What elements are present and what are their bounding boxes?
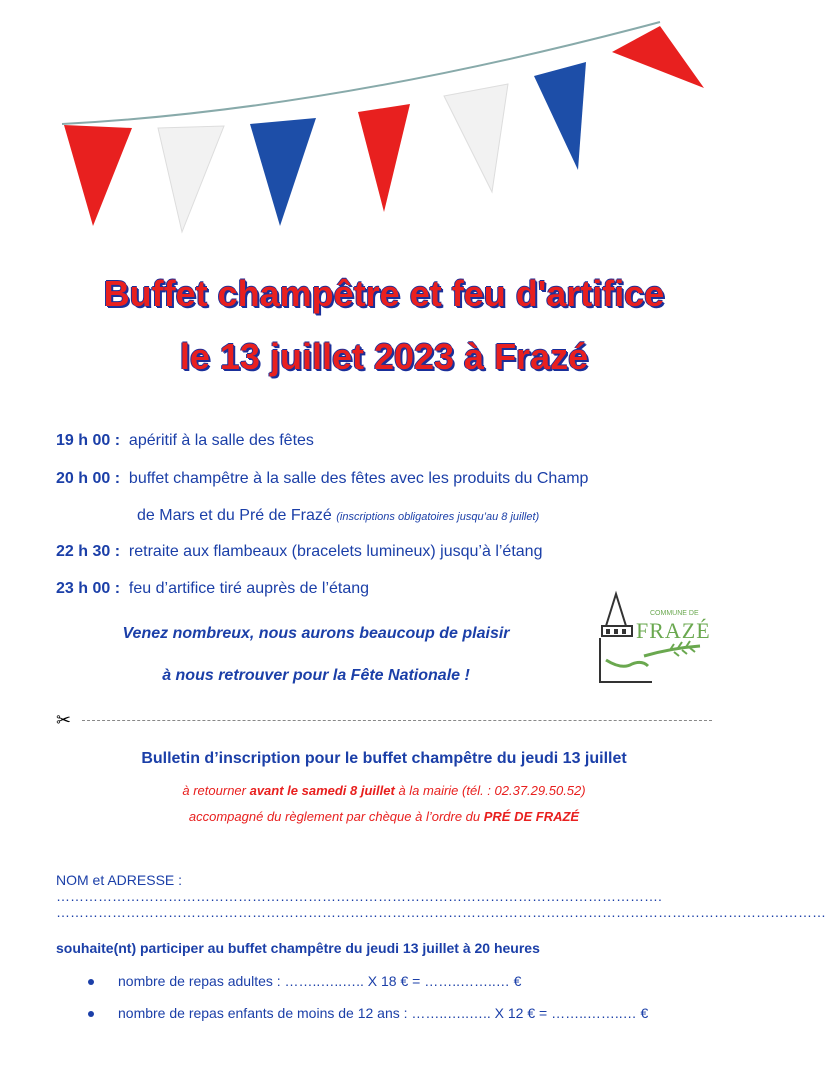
title-line-1: Buffet champêtre et feu d'artifice xyxy=(103,273,665,314)
schedule-text: feu d’artifice tiré auprès de l’étang xyxy=(128,580,370,597)
schedule-time: 20 h 00 : xyxy=(56,470,121,487)
schedule-text: buffet champêtre à la salle des fêtes avec les produits du Champ xyxy=(128,470,589,487)
scissors-icon: ✂ xyxy=(56,710,72,730)
schedule-time: 23 h 00 : xyxy=(56,580,121,597)
return-text-c: à la mairie (tél. : 02.37.29.50.52) xyxy=(394,783,586,798)
slogan-line-2: à nous retrouver pour la Fête Nationale ! xyxy=(162,667,470,684)
payment-text-a: accompagné du règlement par chèque à l’ordre du xyxy=(188,809,484,824)
logo-small-text: COMMUNE DE xyxy=(650,610,699,617)
cut-line xyxy=(56,710,712,730)
participation-line: souhaite(nt) participer au buffet champêtre du jeudi 13 juillet à 20 heures xyxy=(56,940,540,956)
schedule-time: 19 h 00 : xyxy=(56,432,121,449)
schedule-note: (inscriptions obligatoires jusqu’au 8 juillet) xyxy=(336,511,540,523)
address-dots-line: ………………………………………………………………………………………………………………………………………………… xyxy=(56,904,826,920)
adults-meals-line: nombre de repas adultes : ……..…..….. X 18 € = ……..……..… € xyxy=(118,973,522,989)
schedule-text: apéritif à la salle des fêtes xyxy=(128,432,314,449)
title-line-2: le 13 juillet 2023 à Frazé xyxy=(179,336,589,377)
schedule-item-3 xyxy=(56,543,542,561)
bunting-flags xyxy=(0,0,768,240)
bulletin-title: Bulletin d’inscription pour le buffet champêtre du jeudi 13 juillet xyxy=(141,750,627,767)
schedule-item-2 xyxy=(56,470,588,488)
return-text-b: avant le samedi 8 juillet xyxy=(249,783,395,798)
schedule-item-1 xyxy=(56,432,314,450)
commune-logo xyxy=(592,586,712,686)
schedule-text-2: de Mars et du Pré de Frazé xyxy=(137,507,332,524)
slogan-line-1: Venez nombreux, nous aurons beaucoup de plaisir xyxy=(122,625,510,642)
schedule-item-4 xyxy=(56,580,369,598)
schedule-text: retraite aux flambeaux (bracelets lumineux) jusqu’à l’étang xyxy=(128,543,543,560)
schedule-time: 22 h 30 : xyxy=(56,543,121,560)
name-address-field: NOM et ADRESSE : …………………………………………………………………………………………………………………. xyxy=(56,872,662,904)
bulletin-return-line xyxy=(0,783,768,798)
payment-text-b: PRÉ DE FRAZÉ xyxy=(483,809,580,824)
bulletin-payment-line xyxy=(0,809,768,824)
bullet-icon xyxy=(88,1011,94,1017)
children-meals-line: nombre de repas enfants de moins de 12 ans : ……..…..….. X 12 € = ……..……..… € xyxy=(118,1005,649,1021)
schedule-item-2-continued xyxy=(137,507,539,525)
logo-name: FRAZÉ xyxy=(636,618,711,643)
dashed-separator xyxy=(82,720,712,721)
return-text-a: à retourner xyxy=(182,783,250,798)
bullet-icon xyxy=(88,979,94,985)
